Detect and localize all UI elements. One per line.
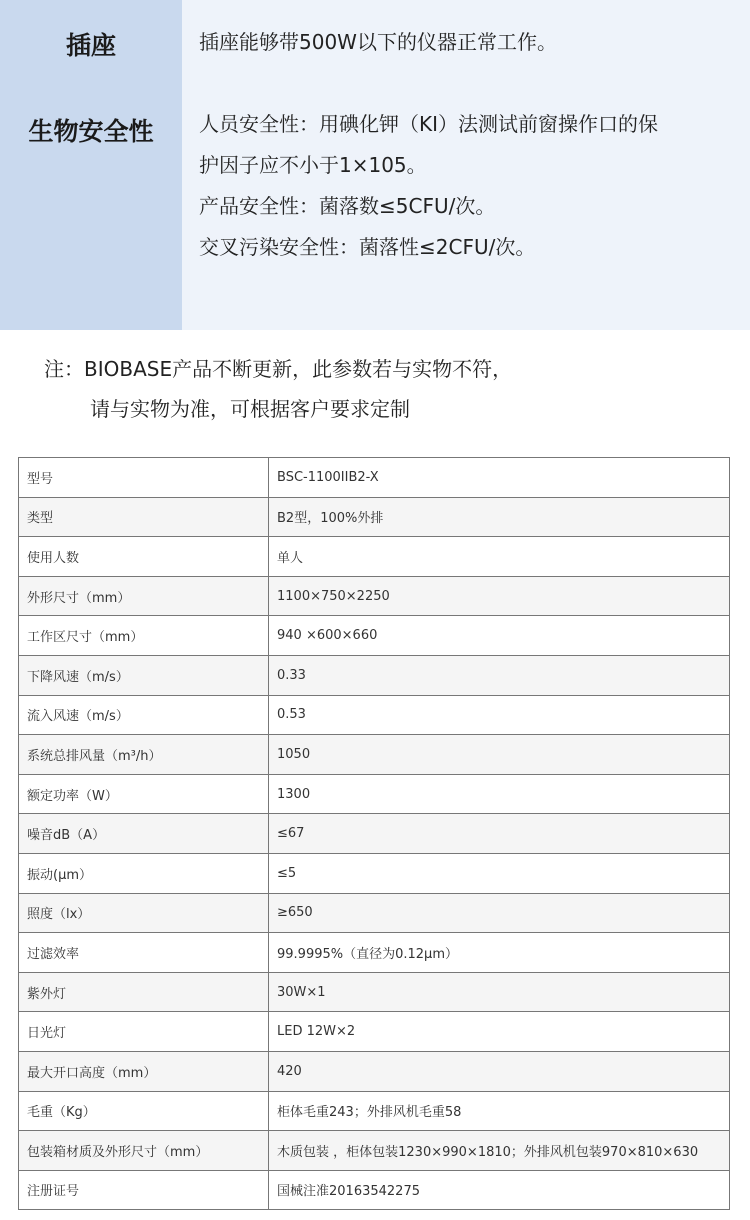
feature-panel	[0, 0, 750, 330]
spec-key: 使用人数	[19, 537, 269, 577]
spec-value: 99.9995%（直径为0.12μm）	[269, 933, 730, 973]
spec-row	[19, 616, 730, 656]
spec-key: 流入风速（m/s）	[19, 695, 269, 735]
spec-row	[19, 1091, 730, 1131]
spec-value: 0.33	[269, 655, 730, 695]
spec-key: 额定功率（W）	[19, 774, 269, 814]
spec-value: ≥650	[269, 893, 730, 933]
spec-row	[19, 1131, 730, 1171]
spec-key: 紫外灯	[19, 972, 269, 1012]
spec-key: 下降风速（m/s）	[19, 655, 269, 695]
spec-row	[19, 735, 730, 775]
spec-value: 940 ×600×660	[269, 616, 730, 656]
note-line-1: 注：BIOBASE产品不断更新，此参数若与实物不符，	[44, 357, 513, 381]
spec-key: 型号	[19, 458, 269, 498]
spec-key: 照度（lx）	[19, 893, 269, 933]
spec-row	[19, 1012, 730, 1052]
socket-label: 插座	[65, 31, 116, 60]
spec-value: LED 12W×2	[269, 1012, 730, 1052]
spec-key: 日光灯	[19, 1012, 269, 1052]
spec-value: 单人	[269, 537, 730, 577]
spec-value: 30W×1	[269, 972, 730, 1012]
spec-value: B2型，100%外排	[269, 497, 730, 537]
spec-row	[19, 497, 730, 537]
spec-value: ≤5	[269, 853, 730, 893]
spec-value: 0.53	[269, 695, 730, 735]
biosafety-description	[199, 104, 734, 268]
spec-value: 木质包装 ，柜体包装1230×990×1810；外排风机包装970×810×630	[269, 1131, 730, 1171]
biosafety-description-line: 人员安全性：用碘化钾（KI）法测试前窗操作口的保	[199, 112, 659, 136]
spec-row	[19, 576, 730, 616]
spec-value: 国械注准20163542275	[269, 1170, 730, 1210]
spec-row	[19, 893, 730, 933]
socket-description	[199, 28, 734, 56]
spec-value: 柜体毛重243；外排风机毛重58	[269, 1091, 730, 1131]
biosafety-description-line: 交叉污染安全性：菌落性≤2CFU/次。	[199, 235, 536, 259]
spec-value: ≤67	[269, 814, 730, 854]
spec-value: 420	[269, 1051, 730, 1091]
spec-key: 振动(μm）	[19, 853, 269, 893]
spec-key: 类型	[19, 497, 269, 537]
spec-row	[19, 853, 730, 893]
spec-row	[19, 1170, 730, 1210]
spec-row	[19, 655, 730, 695]
spec-value: 1100×750×2250	[269, 576, 730, 616]
spec-row	[19, 972, 730, 1012]
spec-key: 系统总排风量（m³/h）	[19, 735, 269, 775]
spec-row	[19, 537, 730, 577]
spec-key: 噪音dB（A）	[19, 814, 269, 854]
spec-key: 注册证号	[19, 1170, 269, 1210]
spec-key: 外形尺寸（mm）	[19, 576, 269, 616]
spec-key: 包装箱材质及外形尺寸（mm）	[19, 1131, 269, 1171]
spec-row	[19, 933, 730, 973]
socket-description-line: 插座能够带500W以下的仪器正常工作。	[199, 30, 557, 54]
spec-key: 过滤效率	[19, 933, 269, 973]
spec-row	[19, 458, 730, 498]
spec-table	[18, 457, 730, 1210]
spec-key: 毛重（Kg）	[19, 1091, 269, 1131]
spec-value: 1050	[269, 735, 730, 775]
update-note	[44, 349, 512, 429]
spec-row	[19, 1051, 730, 1091]
spec-value: BSC-1100IIB2-X	[269, 458, 730, 498]
spec-value: 1300	[269, 774, 730, 814]
spec-key: 最大开口高度（mm）	[19, 1051, 269, 1091]
note-line-2: 请与实物为准，可根据客户要求定制	[90, 397, 410, 421]
spec-row	[19, 814, 730, 854]
spec-row	[19, 774, 730, 814]
biosafety-label: 生物安全性	[28, 117, 154, 146]
biosafety-description-line: 护因子应不小于1×105。	[199, 153, 427, 177]
biosafety-description-line: 产品安全性：菌落数≤5CFU/次。	[199, 194, 496, 218]
spec-key: 工作区尺寸（mm）	[19, 616, 269, 656]
spec-row	[19, 695, 730, 735]
